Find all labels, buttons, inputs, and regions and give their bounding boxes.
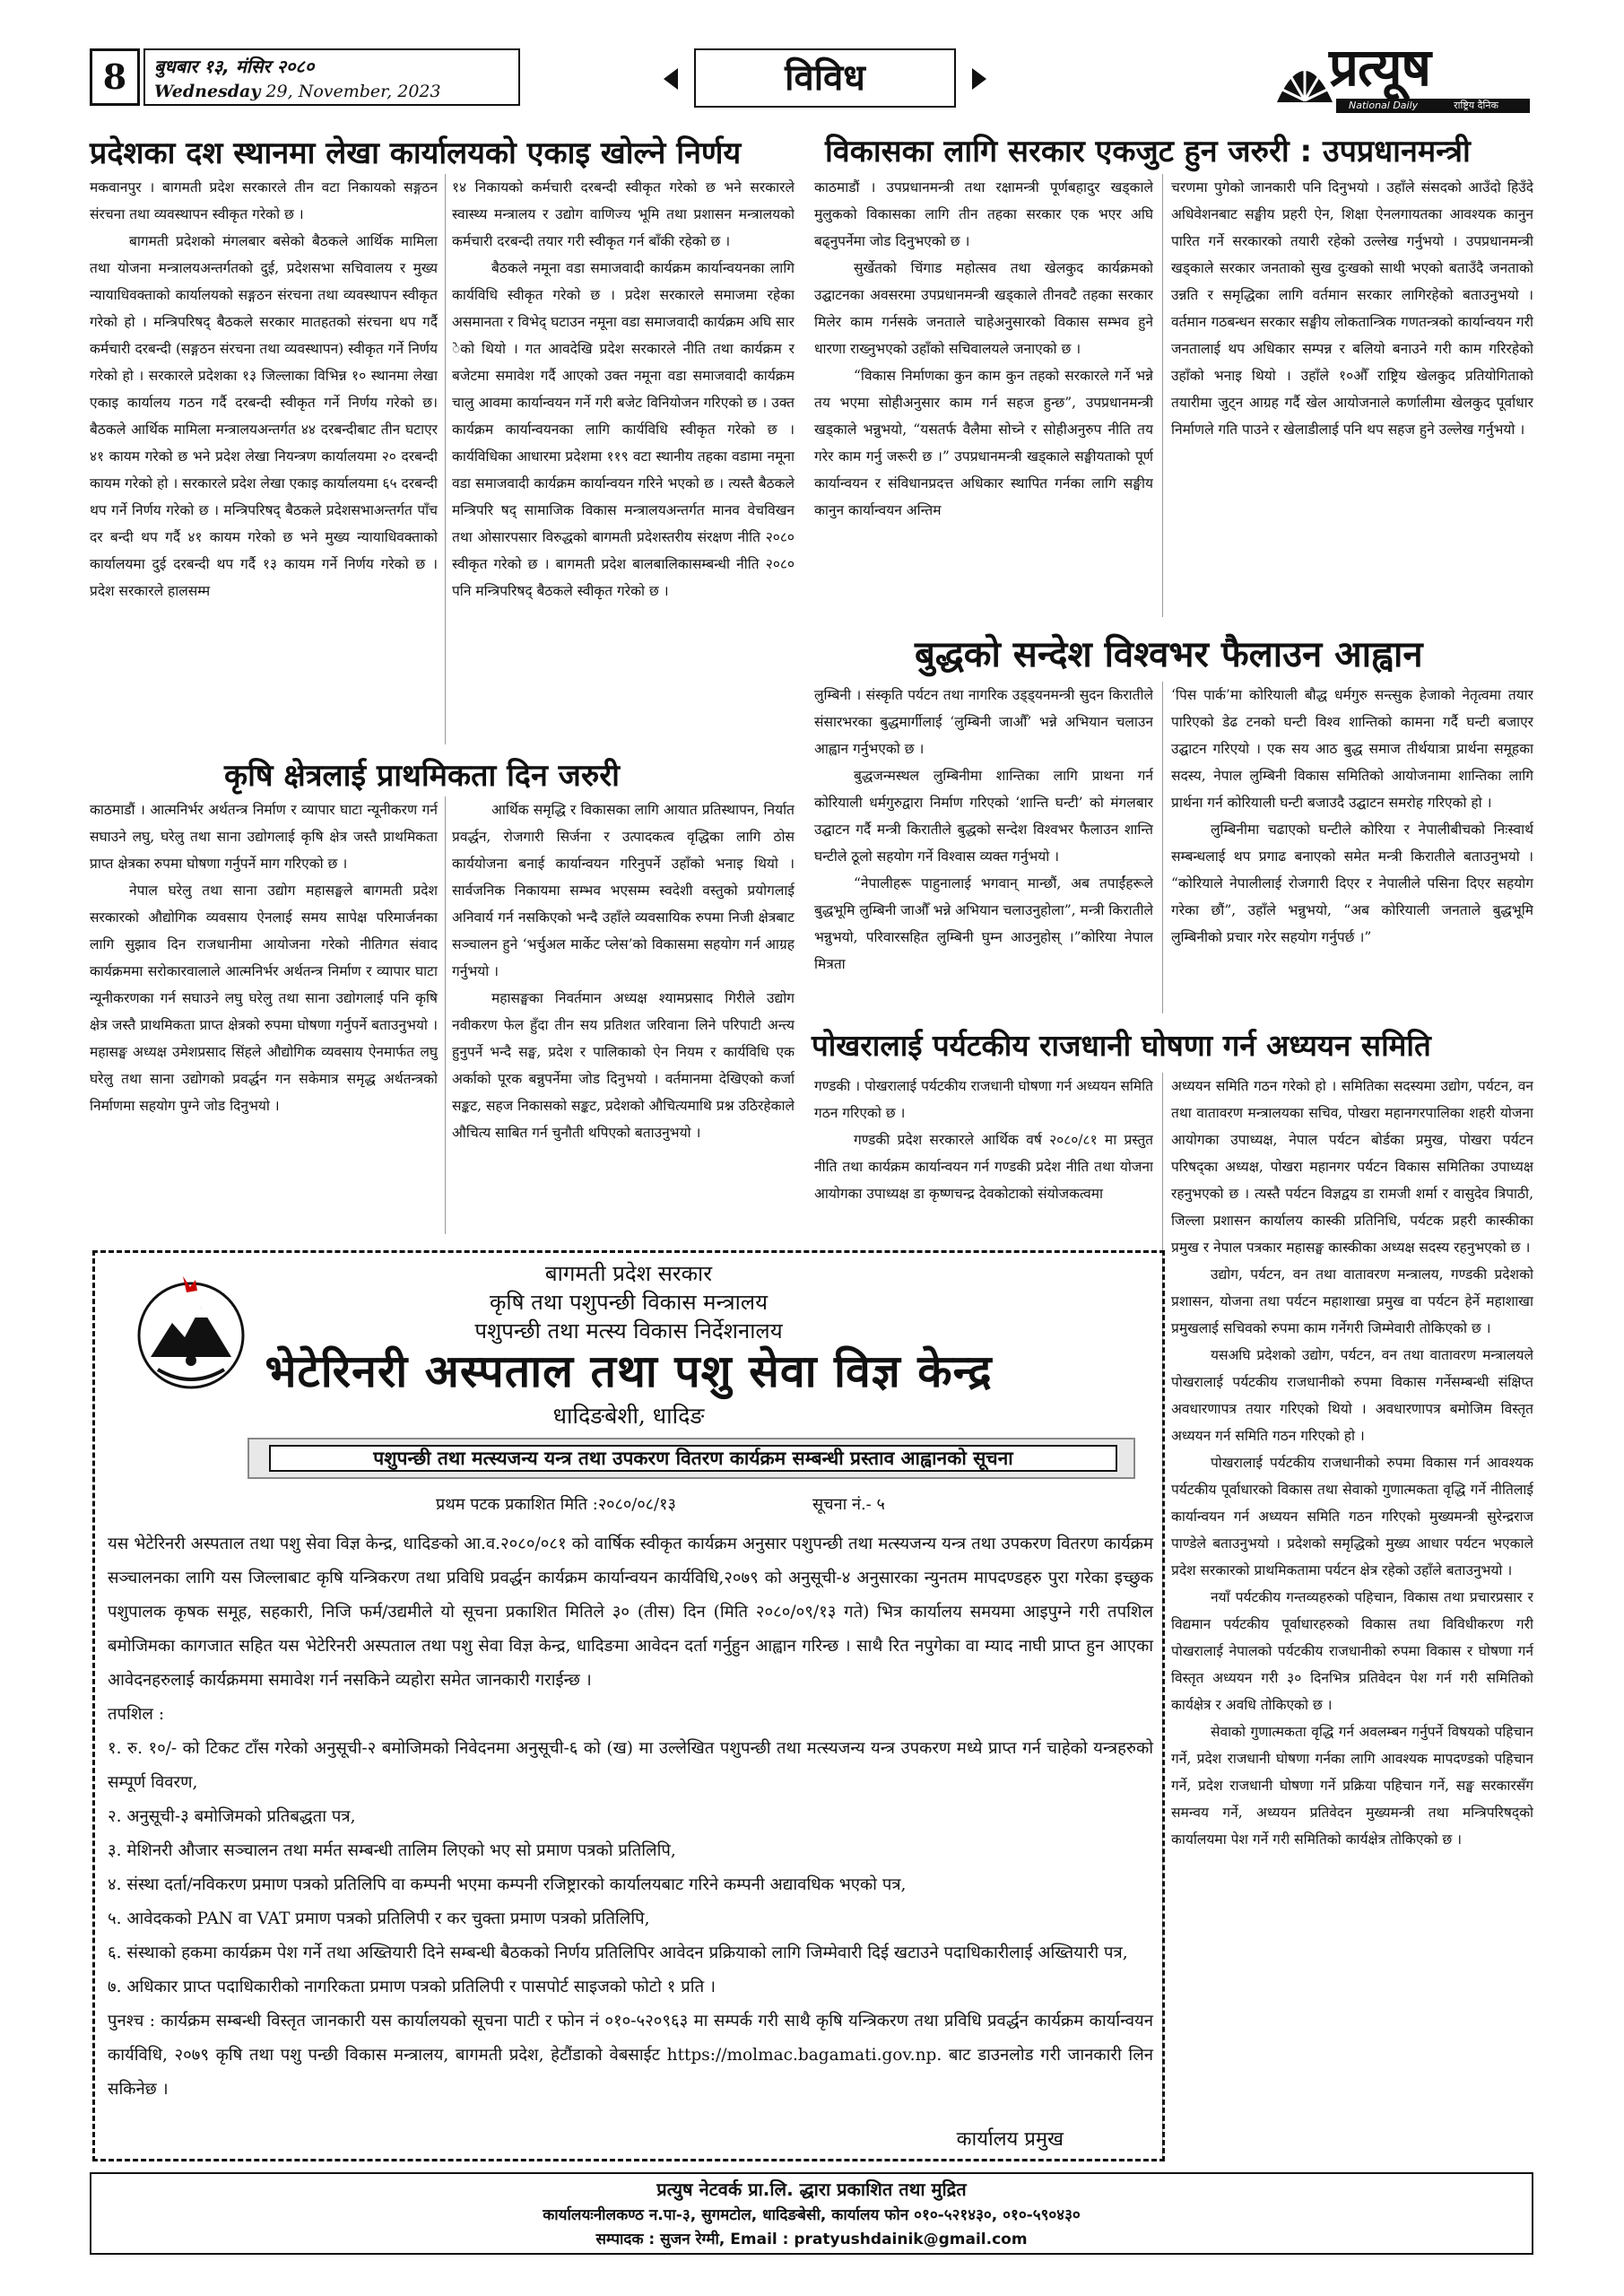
date-weekday: Wednesday: [154, 82, 261, 101]
notice-list-item: १. रु. १०/- को टिकट टाँस गरेको अनुसूची-२ बमोजिमको निवेदनमा अनुसूची-६ को (ख) मा उल्लेखित पशुपन्छी तथा मत्स्यजन्य यन्त्र उपकरण मध्ये प्राप्त गर्न चाहेको यन्त्रहरुको सम्पूर्ण विवरण,: [108, 1739, 1153, 1792]
column-divider: [445, 796, 446, 1234]
article4-para: बुद्धजन्मस्थल लुम्बिनीमा शान्तिका लागि प्राथना गर्न कोरियाली धर्मगुरुद्वारा निर्माण गरिएको ‘शान्ति घन्टी’ को मंगलबार उद्घाटन गर्दै मन्त्री किरातीले बुद्धको सन्देश विश्वभर फैलाउन शान्ति घन्टीले ठूलो सहयोग गर्ने विश्वास व्यक्त गर्नुभयो ।: [814, 768, 1153, 865]
article1-para: बागमती प्रदेशको मंगलबार बसेको बैठकले आर्थिक मामिला तथा योजना मन्त्रालयअन्तर्गतको दुई, प्रदेशसभा सचिवालय र मुख्य न्यायाधिवक्ताको कार्यालयको सङ्गठन संरचना तथा व्यवस्थापन स्वीकृत गरेको हो । मन्त्रिपरिषद् बैठकले सरकार मातहतको संरचना थप गर्दै कर्मचारी दरबन्दी (सङ्गठन संरचना तथा व्यवस्थापन) स्वीकृत गर्ने निर्णय गरेको हो । सरकारले प्रदेशका १३ जिल्लाका विभिन्न १० स्थानमा लेखा एकाइ कार्यालय गठन गर्दै दरबन्दी स्वीकृत गर्ने निर्णय गरेको छ। बैठकले आर्थिक मामिला मन्त्रालयअन्तर्गत ४४ दरबन्दीबाट तीन घटाएर ४१ कायम गरेको छ भने प्रदेश लेखा नियन्त्रण कार्यालयमा २० दरबन्दी कायम गरेको हो । सरकारले प्रदेश लेखा एकाइ कार्यालयमा ६५ दरबन्दी थप गर्ने निर्णय गरेको छ । मन्त्रिपरिषद् बैठकले प्रदेशसभाअन्तर्गत पाँच दर बन्दी थप गर्दै ४१ कायम गरेको छ भने मुख्य न्यायाधिवक्ताको कार्यालयमा दुई दरबन्दी थप गर्दै १३ कायम गर्ने निर्णय गरेको छ । प्रदेश सरकारले हालसम्म: [90, 233, 438, 599]
sun-icon: [1273, 48, 1336, 108]
article5-para: उद्योग, पर्यटन, वन तथा वातावरण मन्त्रालय, गण्डकी प्रदेशको प्रशासन, योजना तथा पर्यटन महाशाखा प्रमुख वा पर्यटन हेर्ने महाशाखा प्रमुखलाई सचिवको रुपमा काम गर्नेगरी जिम्मेवारी तोकिएको छ ।: [1171, 1266, 1533, 1336]
article5-column-2: [1171, 1073, 1533, 2163]
logo-tag-english: National Daily: [1349, 100, 1419, 111]
right-arrow-icon: [972, 68, 986, 90]
notice-publish-date: प्रथम पटक प्रकाशित मिति :२०८०/०८/१३: [436, 1495, 676, 1514]
article1-para: १४ निकायको कर्मचारी दरबन्दी स्वीकृत गरेको छ भने सरकारले स्वास्थ्य मन्त्रालय र उद्योग वाणिज्य भूमि तथा प्रशासन मन्त्रालयको कर्मचारी दरबन्दी तयार गरी स्वीकृत गर्न बाँकी रहेको छ ।: [452, 179, 795, 249]
column-divider: [1162, 174, 1163, 617]
left-arrow-icon: [664, 68, 678, 90]
article5-para: गण्डकी प्रदेश सरकारले आर्थिक वर्ष २०८०/८१ मा प्रस्तुत नीति तथा कार्यक्रम कार्यान्वयन गर्न गण्डकी प्रदेश नीति तथा योजना आयोगका उपाध्यक्ष डा कृष्णचन्द्र देवकोटाको संयोजकत्वमा: [814, 1132, 1153, 1202]
article5-headline: पोखरालाई पर्यटकीय राजधानी घोषणा गर्न अध्ययन समिति: [812, 1028, 1431, 1063]
article2-para: चरणमा पुगेको जानकारी पनि दिनुभयो । उहाँले संसदको आउँदो हिउँदे अधिवेशनबाट सङ्घीय प्रहरी ऐन, शिक्षा ऐनलगायतका आवश्यक कानुन पारित गर्ने सरकारको तयारी रहेको उल्लेख गर्नुभयो । उपप्रधानमन्त्री खड्काले सरकार जनताको सुख दुःखको साथी भएको बताउँदै जनताको उन्नति र समृद्धिका लागि वर्तमान सरकार लागिरहेको बताउनुभयो । वर्तमान गठबन्धन सरकार सङ्घीय लोकतान्त्रिक गणतन्त्रको कार्यान्वयन गरी जनतालाई थप अधिकार सम्पन्न र बलियो बनाउने गरी काम गरिरहेको उहाँको भनाइ थियो । उहाँले १०औँ राष्ट्रिय खेलकुद प्रतियोगिताको तयारीमा जुट्न आग्रह गर्दै खेल आयोजनाले कर्णालीमा खेलकुद पूर्वाधार निर्माणले गति पाउने र खेलाडीलाई पनि थप सहज हुने उल्लेख गर्नुभयो ।: [1171, 179, 1533, 438]
notice-signature: कार्यालय प्रमुख: [956, 2128, 1064, 2151]
article1-column-1: [90, 174, 438, 748]
article2-column-1: [814, 174, 1153, 621]
notice-tapsil-label: तपशिल :: [108, 1705, 165, 1724]
article2-column-2: [1171, 174, 1533, 621]
notice-list-item: ७. अधिकार प्राप्त पदाधिकारीको नागरिकता प्रमाण पत्रको प्रतिलिपी र पासपोर्ट साइजको फोटो १ प्रति ।: [108, 1978, 716, 1996]
newspaper-logo: [1273, 37, 1533, 113]
page-number: 8: [90, 48, 140, 106]
date-english: [154, 79, 509, 104]
logo-wordmark: प्रत्यूष: [1329, 37, 1430, 98]
article4-para: ‘पिस पार्क’मा कोरियाली बौद्ध धर्मगुरु सन्त्सुक हेजाको नेतृत्वमा तयार पारिएको डेढ टनको घन्टी विश्व शान्तिको कामना गर्दै घन्टी बजाएर उद्घाटन गरिएयो । एक सय आठ बुद्ध समाज तीर्थयात्रा प्रार्थना समूहका सदस्य, नेपाल लुम्बिनी विकास समितिको आयोजनामा शान्तिका लागि प्रार्थना गर्न कोरियाली घन्टी बजाउदै उद्घाटन समरोह गरिएको हो ।: [1171, 687, 1533, 811]
article1-headline: प्रदेशका दश स्थानमा लेखा कार्यालयको एकाइ खोल्ने निर्णय: [90, 135, 742, 171]
article3-para: महासङ्घका निवर्तमान अध्यक्ष श्यामप्रसाद गिरीले उद्योग नवीकरण फेल हुँदा तीन सय प्रतिशत जरिवाना लिने परिपाटी अन्त्य हुनुपर्ने भन्दै सङ्घ, प्रदेश र पालिकाको ऐन नियम र कार्यविधि एक अर्काको पूरक बन्नुपर्नेमा जोड दिनुभयो । वर्तमानमा देखिएको कर्जा सङ्कट, सहज निकासको सङ्कट, प्रदेशको औचित्यमाथि प्रश्न उठिरहेकाले औचित्य साबित गर्न चुनौती थपिएको बताउनुभयो ।: [452, 990, 795, 1141]
notice-list-item: ४. संस्था दर्ता/नविकरण प्रमाण पत्रको प्रतिलिपि वा कम्पनी भएमा कम्पनी रजिष्ट्रारको कार्यालयबाट गरिने कम्पनी अद्यावधिक भएको पत्र,: [108, 1875, 907, 1894]
article2-headline: विकासका लागि सरकार एकजुट हुन जरुरी : उपप्रधानमन्त्री: [825, 134, 1471, 170]
notice-directorate: पशुपन्छी तथा मत्स्य विकास निर्देशनालय: [474, 1318, 783, 1344]
notice-list-item: ६. संस्थाको हकमा कार्यक्रम पेश गर्ने तथा अख्तियारी दिने सम्बन्धी बैठकको निर्णय प्रतिलिपिर आवेदन प्रक्रियाको लागि जिम्मेवारी दिई खटाउने पदाधिकारीलाई अख्तियारी पत्र,: [108, 1944, 1128, 1962]
notice-location: धादिङबेशी, धादिङ: [552, 1403, 705, 1429]
notice-list-item: ५. आवेदकको PAN वा VAT प्रमाण पत्रको प्रतिलिपी र कर चुक्ता प्रमाण पत्रको प्रतिलिपि,: [108, 1909, 650, 1928]
section-banner: [664, 48, 986, 108]
article3-column-2: [452, 796, 795, 1238]
notice-postscript: पुनश्च : कार्यक्रम सम्बन्धी विस्तृत जानकारी यस कार्यालयको सूचना पाटी र फोन नं ०१०-५२०९६३ मा सम्पर्क गरी साथै कृषि यन्त्रिकरण तथा प्रविधि प्रवर्द्धन कार्यक्रम कार्यान्वयन कार्यविधि, २०७९ कृषि तथा पशु पन्छी विकास मन्त्रालय, बागमती प्रदेश, हेटौंडाको वेबसाईट https://molmac.bagamati.gov.np. बाट डाउनलोड गरी जानकारी लिन सकिनेछ ।: [108, 2012, 1153, 2099]
footer-publisher: प्रत्युष नेटवर्क प्रा.लि. द्धारा प्रकाशित तथा मुद्रित: [656, 2179, 967, 2200]
imprint-footer: [90, 2172, 1533, 2255]
article2-para: सुर्खेतको चिंगाड महोत्सव तथा खेलकुद कार्यक्रमको उद्घाटनका अवसरमा उपप्रधानमन्त्री खड्काले तीनवटै तहका सरकार मिलेर काम गर्नसके जनताले चाहेअनुसारको विकास सम्भव हुने धारणा राख्नुभएको उहाँको सचिवालयले जनाएको छ ।: [814, 260, 1153, 357]
date-nepali: बुधबार १३, मंसिर २०८०: [154, 56, 315, 77]
notice-number: सूचना नं.- ५: [812, 1495, 885, 1514]
article2-para: “विकास निर्माणका कुन काम कुन तहको सरकारले गर्ने भन्ने तय भएमा सोहीअनुसार काम गर्न सहज हुन्छ”, उपप्रधानमन्त्री खड्काले भन्नुभयो, “यसतर्फ वैलैमा सोच्ने र सोहीअनुरुप नीति तय गरेर काम गर्नु जरूरी छ ।” उपप्रधानमन्त्री खड्काले सङ्घीयताको पूर्ण कार्यान्वयन र संविधानप्रदत्त अधिकार स्थापित गर्नका लागि सङ्घीय कानुन कार्यान्वयन अन्तिम: [814, 368, 1153, 518]
date-box: [143, 48, 520, 106]
notice-subject-bar: [248, 1438, 1135, 1479]
notice-list-item: २. अनुसूची-३ बमोजिमको प्रतिबद्धता पत्र,: [108, 1807, 356, 1826]
article4-column-1: [814, 682, 1153, 1017]
footer-address: कार्यालयःनीलकण्ठ न.पा-३, सुगमटोल, धादिङबेसी, कार्यालय फोन ०१०-५२१४३०, ०१०-५९०४३०: [543, 2206, 1081, 2224]
article1-column-2: [452, 174, 795, 748]
notice-ministry: कृषि तथा पशुपन्छी विकास मन्त्रालय: [490, 1290, 768, 1315]
article4-para: “नेपालीहरू पाहुनालाई भगवान् मान्छौं, अब तपाईंहरूले बुद्धभूमि लुम्बिनी जाऔँ भन्ने अभियान चलाउनुहोला”, मन्त्री किरातीले भन्नुभयो, परिवारसहित लुम्बिनी घुम्न आउनुहोस् ।”कोरिया नेपाल मित्रता: [814, 875, 1153, 972]
notice-list-item: ३. मेशिनरी औजार सञ्चालन तथा मर्मत सम्बन्धी तालिम लिएको भए सो प्रमाण पत्रको प्रतिलिपि,: [108, 1841, 676, 1860]
article3-column-1: [90, 796, 438, 1238]
article1-para: मकवानपुर । बागमती प्रदेश सरकारले तीन वटा निकायको सङ्गठन संरचना तथा व्यवस्थापन स्वीकृत गरेको छ ।: [90, 179, 438, 222]
date-english-rest: 29, November, 2023: [265, 82, 441, 101]
logo-tagline: [1336, 99, 1530, 113]
article4-para: लुम्बिनीमा चढाएको घन्टीले कोरिया र नेपालीबीचको निःस्वार्थ सम्बन्धलाई थप प्रगाढ बनाएको समेत मन्त्री किरातीले बताउनुभयो । “कोरियाले नेपालीलाई रोजगारी दिएर र नेपालीले पसिना दिएर सहयोग गरेका छौं”, उहाँले भन्नुभयो, “अब कोरियाली जनताले बुद्धभूमि लुम्बिनीको प्रचार गरेर सहयोग गर्नुपर्छ ।”: [1171, 822, 1533, 945]
section-title: विविध: [694, 48, 956, 108]
government-notice: [92, 1250, 1165, 2161]
article5-para: गण्डकी । पोखरालाई पर्यटकीय राजधानी घोषणा गर्न अध्ययन समिति गठन गरिएको छ ।: [814, 1078, 1153, 1121]
article5-para: यसअघि प्रदेशको उद्योग, पर्यटन, वन तथा वातावरण मन्त्रालयले पोखरालाई पर्यटकीय राजधानीको रुपमा विकास गर्नेसम्बन्धी संक्षिप्त अवधारणापत्र तयार गरिएको थियो । अवधारणापत्र बमोजिम विस्तृत अध्ययन गर्न समिति गठन गरिएको हो ।: [1171, 1347, 1533, 1444]
article3-para: आर्थिक समृद्धि र विकासका लागि आयात प्रतिस्थापन, निर्यात प्रवर्द्धन, रोजगारी सिर्जना र उत्पादकत्व वृद्धिका लागि ठोस कार्ययोजना बनाई कार्यान्वयन गरिनुपर्ने उहाँको भनाइ थियो । सार्वजनिक निकायमा सम्भव भएसम्म स्वदेशी वस्तुको प्रयोगलाई अनिवार्य गर्न नसकिएको भन्दै उहाँले व्यवसायिक रुपमा निजी क्षेत्रबाट सञ्चालन हुने ‘भर्चुअल मार्केट प्लेस’को विकासमा सहयोग गर्न आग्रह गर्नुभयो ।: [452, 802, 795, 979]
masthead: [90, 37, 1533, 117]
article5-para: नयाँ पर्यटकीय गन्तव्यहरुको पहिचान, विकास तथा प्रचारप्रसार र विद्यमान पर्यटकीय पूर्वाधारहरुको विकास तथा विविधीकरण गरी पोखरालाई नेपालको पर्यटकीय राजधानीको रुपमा विकास र घोषणा गर्न विस्तृत अध्ययन गरी ३० दिनभित्र प्रतिवेदन पेश गर्न गरी समितिको कार्यक्षेत्र र अवधि तोकिएको छ ।: [1171, 1589, 1533, 1713]
article1-para: बैठकले नमूना वडा समाजवादी कार्यक्रम कार्यान्वयनका लागि कार्यविधि स्वीकृत गरेको छ । प्रदेश सरकारले समाजमा रहेका असमानता र विभेद् घटाउन नमूना वडा समाजवादी कार्यक्रम अघि सार ेको थियो । गत आवदेखि प्रदेश सरकारले नीति तथा कार्यक्रम र बजेटमा समावेश गर्दै आएको उक्त नमूना वडा समाजवादी कार्यक्रम चालु आवमा कार्यान्वयन गर्ने गरी बजेट विनियोजन गरिएको छ । उक्त कार्यक्रम कार्यान्वयनका लागि कार्यविधि स्वीकृत गरेको छ । कार्यविधिका आधारमा प्रदेशमा ११९ वटा स्थानीय तहका वडामा नमूना वडा समाजवादी कार्यक्रम कार्यान्वयन गरिने भएको छ । त्यस्तै बैठकले मन्त्रिपरि षद् सामाजिक विकास मन्त्रालयअन्तर्गत मानव वेचविखन तथा ओसारपसार विरुद्धको बागमती प्रदेशस्तरीय संरक्षण नीति २०८० स्वीकृत गरेको छ । बागमती प्रदेश बालबालिकासम्बन्धी नीति २०८० पनि मन्त्रिपरिषद् बैठकले स्वीकृत गरेको छ ।: [452, 260, 795, 599]
notice-government: बागमती प्रदेश सरकार: [544, 1261, 713, 1286]
article5-para: सेवाको गुणात्मकता वृद्धि गर्न अवलम्बन गर्नुपर्ने विषयको पहिचान गर्ने, प्रदेश राजधानी घोषणा गर्नका लागि आवश्यक मापदण्डको पहिचान गर्ने, प्रदेश राजधानी घोषणा गर्ने प्रक्रिया पहिचान गर्ने, सङ्घ सरकारसँग समन्वय गर्ने, अध्ययन प्रतिवेदन मुख्यमन्त्री तथा मन्त्रिपरिषद्को कार्यालयमा पेश गर्ने गरी समितिको कार्यक्षेत्र तोकिएको छ ।: [1171, 1724, 1533, 1848]
notice-office-title: भेटेरिनरी अस्पताल तथा पशु सेवा विज्ञ केन्द्र: [265, 1344, 993, 1397]
article3-para: नेपाल घरेलु तथा साना उद्योग महासङ्घले बागमती प्रदेश सरकारको औद्योगिक व्यवसाय ऐनलाई समय सापेक्ष परिमार्जनका लागि सुझाव दिन राजधानीमा आयोजना गरेको नीतिगत संवाद कार्यक्रममा सरोकारवालाले आत्मनिर्भर अर्थतन्त्र निर्माण र व्यापार घाटा न्यूनीकरणका गर्न सघाउने लघु घरेलु तथा साना उद्योगलाई पनि कृषि क्षेत्र जस्तै प्राथमिकता प्राप्त क्षेत्रको रुपमा घोषणा गर्नुपर्ने बताउनुभयो । महासङ्घ अध्यक्ष उमेशप्रसाद सिंहले औद्योगिक व्यवसाय ऐनमार्फत लघु घरेलु तथा साना उद्योगको प्रवर्द्धन गन सकेमात्र समृद्ध अर्थतन्त्रको निर्माणमा सहयोग पुग्ने जोड दिनुभयो ।: [90, 883, 438, 1114]
article5-para: अध्ययन समिति गठन गरेको हो । समितिका सदस्यमा उद्योग, पर्यटन, वन तथा वातावरण मन्त्रालयका सचिव, पोखरा महानगरपालिका शहरी योजना आयोगका उपाध्यक्ष, नेपाल पर्यटन बोर्डका प्रमुख, पोखरा पर्यटन परिषद्का अध्यक्ष, पोखरा महानगर पर्यटन विकास समितिका उपाध्यक्ष रहनुभएको छ । त्यस्तै पर्यटन विज्ञद्वय डा रामजी शर्मा र वासुदेव त्रिपाठी, जिल्ला प्रशासन कार्यालय कास्की प्रतिनिधि, पर्यटक प्रहरी कास्कीका प्रमुख र नेपाल पत्रकार महासङ्घ कास्कीका अध्यक्ष सदस्य रहनुभएको छ ।: [1171, 1078, 1533, 1256]
article3-headline: कृषि क्षेत्रलाई प्राथमिकता दिन जरुरी: [224, 758, 620, 794]
article5-para: पोखरालाई पर्यटकीय राजधानीको रुपमा विकास गर्न आवश्यक पर्यटकीय पूर्वाधारको विकास तथा सेवाको गुणात्मकता वृद्धि गर्ने नीतिलाई कार्यान्वयन गर्न अध्ययन समिति गठन गरिएको मुख्यमन्त्री सुरेन्द्रराज पाण्डेले बताउनुभयो । प्रदेशको समृद्धिको मुख्य आधार पर्यटन भएकाले प्रदेश सरकारको प्राथमिकतामा पर्यटन क्षेत्र रहेको उहाँले बताउनुभयो ।: [1171, 1455, 1533, 1578]
logo-tag-nepali: राष्ट्रिय दैनिक: [1454, 100, 1498, 111]
article5-column-1: [814, 1073, 1153, 1239]
article3-para: काठमाडौं । आत्मनिर्भर अर्थतन्त्र निर्माण र व्यापार घाटा न्यूनीकरण गर्न सघाउने लघु, घरेलु तथा साना उद्योगलाई कृषि क्षेत्र जस्तै प्राथमिकता प्राप्त क्षेत्रका रुपमा घोषणा गर्नुपर्ने माग गरिएको छ ।: [90, 802, 438, 872]
article4-headline: बुद्धको सन्देश विश्वभर फैलाउन आह्वान: [915, 634, 1423, 675]
article4-para: लुम्बिनी । संस्कृति पर्यटन तथा नागरिक उड्ड्यनमन्त्री सुदन किरातीले संसारभरका बुद्धमार्गीलाई ‘लुम्बिनी जाऔँ’ भन्ने अभियान चलाउन आह्वान गर्नुभएको छ ।: [814, 687, 1153, 757]
notice-subject: पशुपन्छी तथा मत्स्यजन्य यन्त्र तथा उपकरण वितरण कार्यक्रम सम्बन्धी प्रस्ताव आह्वानको सूचना: [269, 1445, 1117, 1472]
notice-body: [108, 1527, 1153, 2107]
column-divider: [445, 174, 446, 744]
column-divider: [1162, 682, 1163, 1013]
article4-column-2: [1171, 682, 1533, 1017]
article2-para: काठमाडौं । उपप्रधानमन्त्री तथा रक्षामन्त्री पूर्णबहादुर खड्काले मुलुकको विकासका लागि तीन तहका सरकार एक भएर अघि बढ्नुपर्नेमा जोड दिनुभएको छ ।: [814, 179, 1153, 249]
notice-paragraph: यस भेटेरिनरी अस्पताल तथा पशु सेवा विज्ञ केन्द्र, धादिङको आ.व.२०८०/०८१ को वार्षिक स्वीकृत कार्यक्रम अनुसार पशुपन्छी तथा मत्स्यजन्य यन्त्र तथा उपकरण वितरण कार्यक्रम सञ्चालनका लागि यस जिल्लाबाट कृषि यन्त्रिकरण तथा प्रविधि प्रवर्द्धन कार्यक्रम कार्यान्वयन कार्यविधि,२०७९ को अनुसूची-४ अनुसारका न्युनतम मापदण्डहरु पुरा गरेका इच्छुक पशुपालक कृषक समूह, सहकारी, निजि फर्म/उद्यमीले यो सूचना प्रकाशित मितिले ३० (तीस) दिन (मिति २०८०/०९/१३ गते) भित्र कार्यालय समयमा आइपुग्ने गरी तपशिल बमोजिमका कागजात सहित यस भेटेरिनरी अस्पताल तथा पशु सेवा विज्ञ केन्द्र, धादिङमा आवेदन दर्ता गर्नुहुन आह्वान गरिन्छ । साथै रित नपुगेका वा म्याद नाघी प्राप्त हुन आएका आवेदनहरुलाई कार्यक्रममा समावेश गर्न नसकिने व्यहोरा समेत जानकारी गराईन्छ ।: [108, 1535, 1153, 1690]
footer-editor: सम्पादक : सुजन रेग्मी, Email : pratyushdainik@gmail.com: [595, 2231, 1028, 2248]
